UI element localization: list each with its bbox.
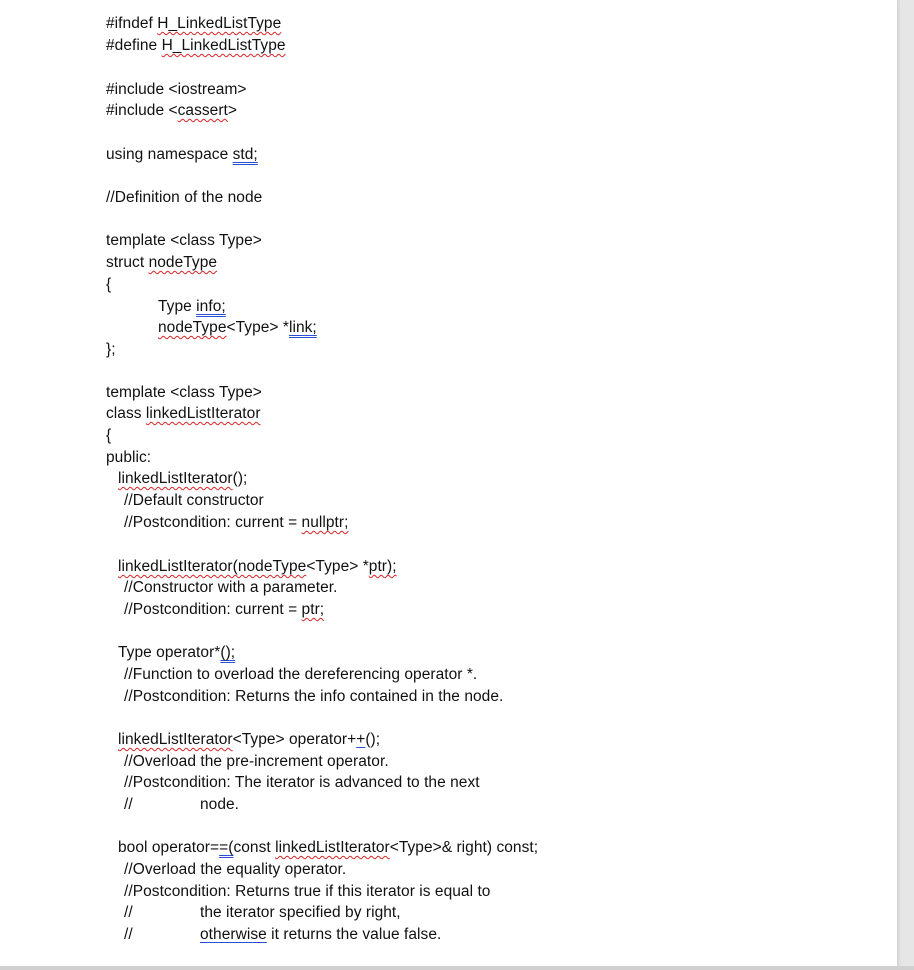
include-iostream-line: #include <iostream> — [106, 81, 247, 98]
param-ctor-signature: linkedListIterator(nodeType<Type> *ptr); — [118, 558, 397, 575]
grammar-flag: =( — [219, 839, 234, 856]
equality-comment-marker: // — [124, 926, 133, 943]
grammar-flag: + — [356, 731, 366, 748]
spelling-flag: linkedListIterator — [145, 405, 261, 422]
page-bottom-edge — [0, 966, 914, 970]
class-decl-line: class linkedListIterator — [106, 405, 261, 422]
equality-comment-marker: // — [124, 904, 133, 921]
struct-decl-line: struct nodeType — [106, 254, 218, 271]
spelling-flag: H_LinkedListType — [161, 37, 286, 54]
equality-operator-comment: //Overload the equality operator. — [124, 861, 347, 878]
grammar-flag: (); — [220, 644, 236, 661]
grammar-flag: std; — [232, 146, 258, 163]
increment-operator-comment: //Overload the pre-increment operator. — [124, 753, 389, 770]
using-namespace-line: using namespace std; — [106, 146, 258, 163]
struct-open-brace: { — [106, 276, 112, 293]
increment-postcondition-cont: node. — [200, 796, 240, 813]
default-ctor-postcondition: //Postcondition: current = nullptr; — [124, 514, 349, 531]
deref-operator-comment: //Function to overload the dereferencing operator *. — [124, 666, 478, 683]
spelling-flag: linkedListIterator — [118, 470, 233, 487]
param-ctor-postcondition: //Postcondition: current = ptr; — [124, 601, 325, 618]
equality-postcondition-cont: the iterator specified by right, — [200, 904, 401, 921]
grammar-flag: info; — [196, 298, 226, 315]
default-ctor-comment: //Default constructor — [124, 492, 264, 509]
increment-comment-marker: // — [124, 796, 133, 813]
increment-operator-postcondition: //Postcondition: The iterator is advanced to the next — [124, 774, 480, 791]
ifndef-line: #ifndef H_LinkedListType — [106, 15, 282, 32]
define-line: #define H_LinkedListType — [106, 37, 286, 54]
class-open-brace: { — [106, 427, 112, 444]
spelling-flag: linkedListIterator(nodeType — [118, 558, 307, 575]
param-ctor-comment: //Constructor with a parameter. — [124, 579, 338, 596]
deref-operator-signature: Type operator*(); — [118, 644, 236, 661]
spelling-flag: nodeType — [158, 319, 227, 336]
increment-operator-signature: linkedListIterator<Type> operator++(); — [118, 731, 381, 748]
struct-close-brace: }; — [106, 341, 116, 358]
spelling-flag: H_LinkedListType — [157, 15, 282, 32]
struct-member-info: Type info; — [158, 298, 226, 315]
grammar-flag: link; — [288, 319, 317, 336]
spelling-flag: linkedListIterator — [118, 731, 233, 748]
node-definition-comment: //Definition of the node — [106, 189, 263, 206]
class-template-line: template <class Type> — [106, 384, 262, 401]
spelling-flag: linkedListIterator — [275, 839, 390, 856]
struct-member-link: nodeType<Type> *link; — [158, 319, 317, 336]
node-template-line: template <class Type> — [106, 232, 262, 249]
spelling-flag: nullptr; — [301, 514, 349, 531]
deref-operator-postcondition: //Postcondition: Returns the info contained in the node. — [124, 688, 504, 705]
equality-postcondition-cont: otherwise it returns the value false. — [200, 926, 442, 943]
spelling-flag: ptr; — [301, 601, 325, 618]
public-label: public: — [106, 449, 152, 466]
spelling-flag: ptr); — [368, 558, 397, 575]
grammar-flag: otherwise — [200, 926, 267, 943]
spelling-flag: cassert — [177, 102, 228, 119]
spelling-flag: nodeType — [148, 254, 218, 271]
include-cassert-line: #include <cassert> — [106, 102, 238, 119]
equality-operator-postcondition: //Postcondition: Returns true if this iterator is equal to — [124, 883, 491, 900]
equality-operator-signature: bool operator==(const linkedListIterator<Type>& right) const; — [118, 839, 539, 856]
default-ctor-signature: linkedListIterator(); — [118, 470, 248, 487]
